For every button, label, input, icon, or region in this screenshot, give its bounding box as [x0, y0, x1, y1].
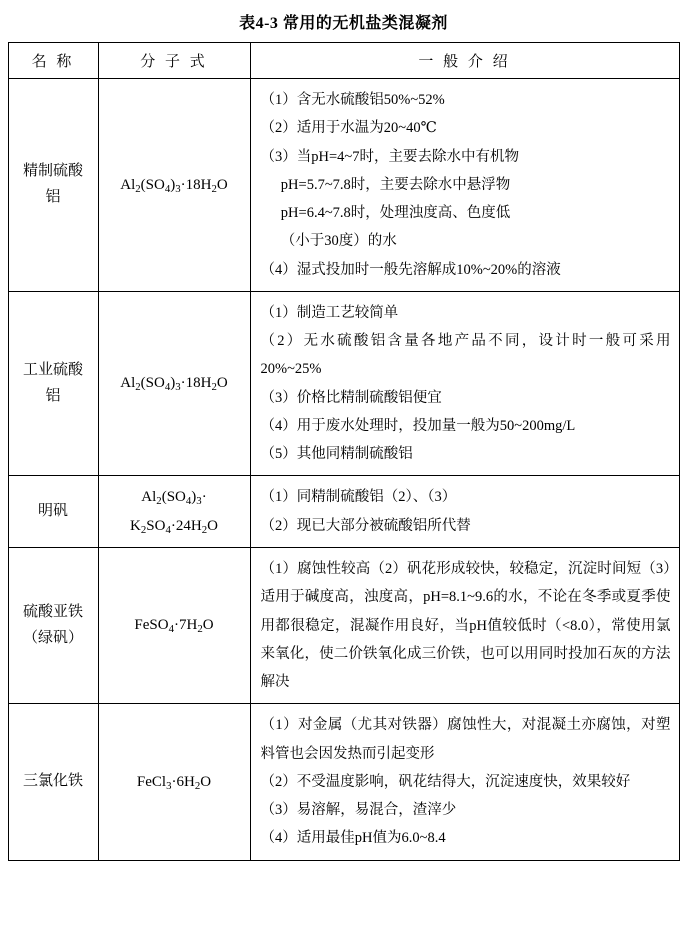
column-header-formula: 分 子 式	[98, 43, 250, 79]
desc-line: （2）现已大部分被硫酸铝所代替	[260, 517, 471, 534]
desc-line: （2）适用于水温为20~40℃	[260, 120, 437, 137]
cell-formula: $Al_2(SO_4)_3\cdot 18H_2O$	[98, 79, 250, 292]
table-row	[8, 291, 679, 476]
cell-name: 精制硫酸 铝	[8, 79, 98, 292]
table-title: 表4-3 常用的无机盐类混凝剂	[239, 15, 448, 32]
column-header-name: 名 称	[8, 43, 98, 79]
desc-line: （3）易溶解，易混合，渣滓少	[260, 802, 457, 819]
desc-line: （1）制造工艺较简单	[260, 304, 399, 321]
desc-line: （1）腐蚀性较高（2）矾花形成较快，较稳定，沉淀时间短（3）适用于碱度高，浊度高，pH=8.1~9.6的水，不论在冬季或夏季使用都很稳定，混凝作用良好，当pH值较低时（<8.0），常使用氯来氧化，使二价铁氧化成三价铁，也可以用同时投加石灰的方法解决	[260, 560, 671, 691]
desc-line: （3）当pH=4~7时，主要去除水中有机物	[260, 148, 519, 165]
inorganic-coagulants-table	[8, 42, 680, 861]
desc-line: （5）其他同精制硫酸铝	[260, 446, 413, 463]
column-header-description: 一 般 介 绍	[250, 43, 679, 79]
desc-line: （4）湿式投加时一般先溶解成10%~20%的溶液	[260, 261, 561, 278]
table-body	[8, 79, 679, 861]
desc-line: pH=6.4~7.8时，处理浊度高、色度低	[280, 205, 511, 222]
table-row	[8, 476, 679, 548]
cell-description	[250, 704, 679, 860]
cell-name: 硫酸亚铁 （绿矾）	[8, 547, 98, 703]
table-row	[8, 79, 679, 292]
cell-formula: $Al_2(SO_4)_3\cdot$ $K_2SO_4\cdot 24H_2O$	[98, 476, 250, 548]
cell-name: 工业硫酸 铝	[8, 291, 98, 476]
table-header	[8, 43, 679, 79]
desc-line: （小于30度）的水	[280, 233, 397, 250]
desc-line: （4）用于废水处理时，投加量一般为50~200mg/L	[260, 417, 576, 434]
cell-description	[250, 291, 679, 476]
cell-formula: $Al_2(SO_4)_3\cdot 18H_2O$	[98, 291, 250, 476]
cell-formula: $FeSO_4\cdot 7H_2O$	[98, 547, 250, 703]
cell-name: 三氯化铁	[8, 704, 98, 860]
desc-line: （2）不受温度影响，矾花结得大，沉淀速度快，效果较好	[260, 773, 631, 790]
cell-name: 明矾	[8, 476, 98, 548]
table-header-row	[8, 43, 679, 79]
cell-formula: $FeCl_3\cdot 6H_2O$	[98, 704, 250, 860]
cell-description	[250, 79, 679, 292]
table-row	[8, 547, 679, 703]
desc-line: （2）无水硫酸铝含量各地产品不同，设计时一般可采用20%~25%	[260, 333, 671, 378]
desc-line: （1）对金属（尤其对铁器）腐蚀性大，对混凝土亦腐蚀，对塑料管也会因发热而引起变形	[260, 717, 671, 762]
desc-line: （1）同精制硫酸铝（2）、（3）	[260, 489, 457, 506]
cell-description	[250, 476, 679, 548]
desc-line: （1）含无水硫酸铝50%~52%	[260, 92, 445, 108]
desc-line: pH=5.7~7.8时，主要去除水中悬浮物	[280, 176, 511, 193]
table-row	[8, 704, 679, 860]
cell-description	[250, 547, 679, 703]
desc-line: （3）价格比精制硫酸铝便宜	[260, 389, 442, 406]
desc-line: （4）适用最佳pH值为6.0~8.4	[260, 830, 446, 847]
